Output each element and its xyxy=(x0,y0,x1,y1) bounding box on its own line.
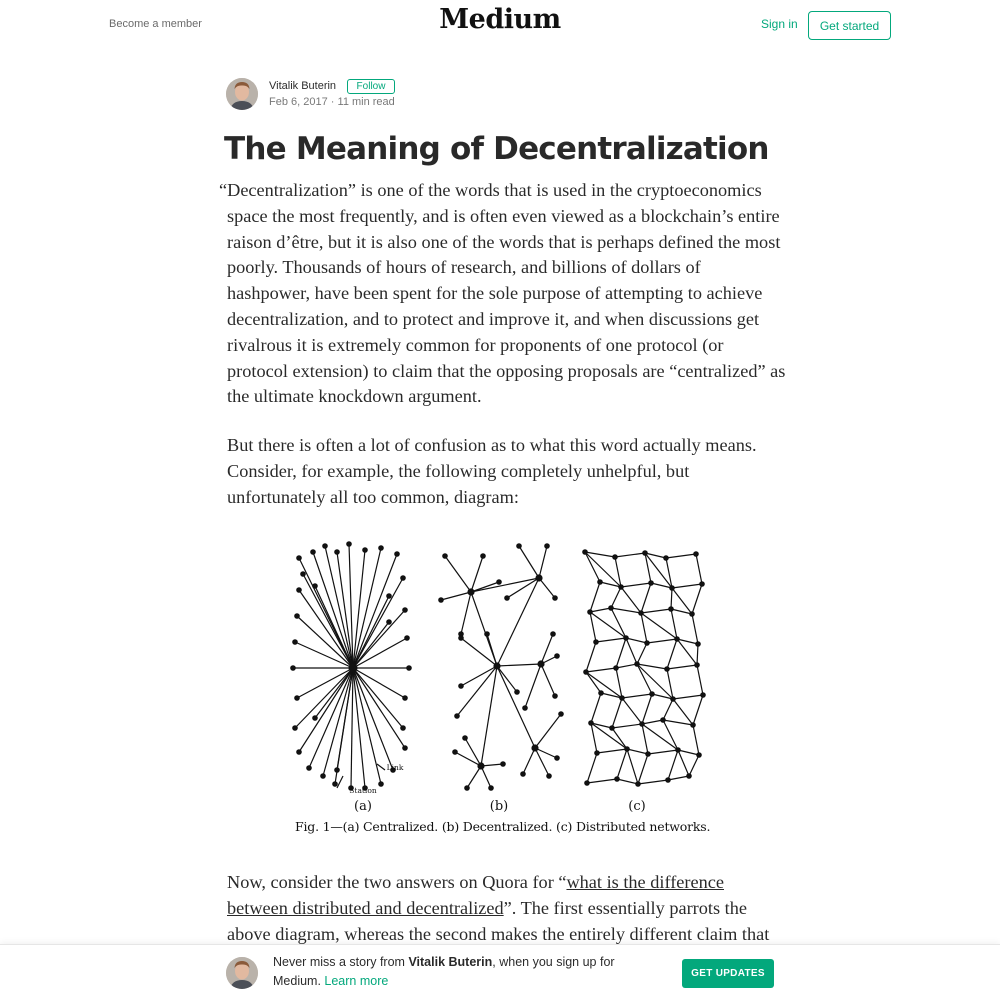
distributed-link xyxy=(693,695,703,725)
decentralized-link xyxy=(497,664,541,666)
distributed-node xyxy=(665,777,671,783)
network-diagram xyxy=(285,538,715,818)
distributed-node xyxy=(638,610,644,616)
distributed-link xyxy=(642,724,678,750)
decentralized-link xyxy=(471,556,483,592)
post-meta xyxy=(269,96,395,108)
centralized-node xyxy=(386,619,392,625)
distributed-node xyxy=(675,747,681,753)
distributed-link xyxy=(621,583,651,587)
centralized-link xyxy=(353,596,389,668)
centralized-link xyxy=(313,552,353,668)
decentralized-link xyxy=(445,556,471,592)
distributed-link xyxy=(671,609,677,639)
centralized-link xyxy=(297,668,353,698)
centralized-link xyxy=(299,668,353,752)
decentralized-node xyxy=(554,755,560,761)
decentralized-link xyxy=(535,748,549,776)
decentralized-node xyxy=(520,771,526,777)
distributed-link xyxy=(590,612,596,642)
distributed-link xyxy=(611,608,641,613)
decentralized-link xyxy=(519,546,539,578)
centralized-link xyxy=(351,668,353,788)
distributed-node xyxy=(693,551,699,557)
decentralized-link xyxy=(539,546,547,578)
decentralized-link xyxy=(467,766,481,788)
distributed-node xyxy=(598,690,604,696)
distributed-link xyxy=(672,584,702,588)
distributed-link xyxy=(642,694,652,724)
centralized-link xyxy=(353,668,393,770)
distributed-link xyxy=(638,780,668,784)
panel-label-a: (a) xyxy=(354,799,372,814)
distributed-link xyxy=(587,753,597,783)
distributed-node xyxy=(587,609,593,615)
centralized-hub-node xyxy=(349,664,358,673)
distributed-node xyxy=(619,695,625,701)
centralized-node xyxy=(292,725,298,731)
distributed-link xyxy=(642,724,648,754)
centralized-node xyxy=(312,583,318,589)
distributed-node xyxy=(689,611,695,617)
centralized-node xyxy=(386,593,392,599)
decentralized-node xyxy=(554,653,560,659)
sign-in-link[interactable]: Sign in xyxy=(761,17,798,31)
article-paragraph-1 xyxy=(219,178,787,410)
centralized-node xyxy=(294,695,300,701)
distributed-link xyxy=(615,553,645,557)
paragraph-3-text-start: Now, consider the two answers on Quora for “ xyxy=(227,872,567,892)
distributed-link xyxy=(617,779,638,784)
distributed-node xyxy=(660,717,666,723)
top-navbar xyxy=(0,0,1000,52)
distributed-link xyxy=(586,668,616,672)
distributed-node xyxy=(668,606,674,612)
centralized-node xyxy=(400,725,406,731)
centralized-node xyxy=(322,543,328,549)
distributed-link xyxy=(596,638,626,642)
meta-separator: · xyxy=(330,96,335,108)
centralized-node xyxy=(406,665,412,671)
distributed-node xyxy=(670,696,676,702)
distributed-link xyxy=(673,695,703,699)
distributed-link xyxy=(642,720,663,724)
distributed-link xyxy=(663,720,693,725)
decentralized-hub-node xyxy=(493,662,500,669)
distributed-node xyxy=(674,636,680,642)
distributed-link xyxy=(689,755,699,776)
distributed-link xyxy=(668,750,678,780)
distributed-node xyxy=(696,752,702,758)
decentralized-node xyxy=(480,553,486,559)
centralized-node xyxy=(378,545,384,551)
decentralized-node xyxy=(484,631,490,637)
decentralized-link xyxy=(525,664,541,708)
distributed-link xyxy=(622,694,652,698)
centralized-node xyxy=(402,745,408,751)
centralized-node xyxy=(402,607,408,613)
distributed-node xyxy=(623,635,629,641)
decentralized-node xyxy=(464,785,470,791)
decentralized-node xyxy=(552,595,558,601)
centralized-node xyxy=(402,695,408,701)
panel-label-c: (c) xyxy=(628,799,646,814)
distributed-link xyxy=(697,644,698,665)
centralized-node xyxy=(300,571,306,577)
distributed-node xyxy=(648,580,654,586)
centralized-node xyxy=(334,767,340,773)
distributed-node xyxy=(588,720,594,726)
distributed-link xyxy=(616,668,622,698)
article-title: The Meaning of Decentralization xyxy=(224,131,769,167)
decentralized-node xyxy=(514,689,520,695)
banner-text-start: Never miss a story from xyxy=(273,955,409,969)
decentralized-link xyxy=(535,748,557,758)
link-label: Link xyxy=(386,763,404,772)
distributed-link xyxy=(692,584,702,614)
post-date: Feb 6, 2017 xyxy=(269,96,328,108)
distributed-link xyxy=(617,749,627,779)
distributed-link xyxy=(697,665,703,695)
decentralized-link xyxy=(523,748,535,774)
distributed-link xyxy=(641,613,677,639)
distributed-node xyxy=(583,669,589,675)
centralized-node xyxy=(292,639,298,645)
centralized-node xyxy=(296,587,302,593)
distributed-link xyxy=(586,672,601,693)
distributed-node xyxy=(614,776,620,782)
distributed-link xyxy=(637,643,647,664)
decentralized-hub-node xyxy=(477,762,484,769)
distributed-link xyxy=(678,750,689,776)
get-updates-button[interactable]: GET UPDATES xyxy=(682,959,774,988)
decentralized-node xyxy=(500,761,506,767)
distributed-link xyxy=(627,749,638,784)
link-pointer xyxy=(377,764,385,770)
decentralized-link xyxy=(461,666,497,686)
decentralized-node xyxy=(458,635,464,641)
decentralized-node xyxy=(558,711,564,717)
distributed-link xyxy=(626,638,647,643)
decentralized-node xyxy=(504,595,510,601)
centralized-node xyxy=(400,575,406,581)
distributed-node xyxy=(642,550,648,556)
distributed-node xyxy=(639,721,645,727)
decentralized-node xyxy=(462,735,468,741)
centralized-node xyxy=(378,781,384,787)
distributed-node xyxy=(645,751,651,757)
decentralized-node xyxy=(496,579,502,585)
quora-link[interactable]: what is the difference between distributed and decentralized xyxy=(227,872,724,918)
distributed-node xyxy=(664,666,670,672)
distributed-node xyxy=(608,605,614,611)
distributed-link xyxy=(667,665,697,669)
distributed-node xyxy=(690,722,696,728)
decentralized-link xyxy=(497,666,535,748)
distributed-node xyxy=(700,692,706,698)
distributed-link xyxy=(626,638,637,664)
centralized-node xyxy=(394,551,400,557)
distributed-link xyxy=(641,583,651,613)
decentralized-link xyxy=(481,666,497,766)
centralized-link xyxy=(353,668,405,748)
decentralized-node xyxy=(458,683,464,689)
decentralized-link xyxy=(541,664,555,696)
paragraph-3-text-end: ”. The first essentially parrots the above diagram, whereas the second makes the entirely different claim that xyxy=(227,897,770,944)
distributed-link xyxy=(612,724,642,728)
avatar-portrait-icon xyxy=(226,78,258,110)
centralized-node xyxy=(404,635,410,641)
distributed-link xyxy=(590,612,626,638)
banner-author-name: Vitalik Buterin xyxy=(408,955,493,969)
distributed-link xyxy=(627,749,648,754)
decentralized-link xyxy=(441,592,471,600)
decentralized-hub-node xyxy=(535,574,542,581)
decentralized-hub-node xyxy=(467,588,474,595)
distributed-link xyxy=(641,613,647,643)
panel-label-b: (b) xyxy=(489,799,509,814)
centralized-link xyxy=(353,668,405,698)
distributed-node xyxy=(686,773,692,779)
distributed-link xyxy=(591,693,601,723)
distributed-node xyxy=(582,549,588,555)
distributed-node xyxy=(669,585,675,591)
centralized-node xyxy=(312,715,318,721)
distributed-link xyxy=(621,587,641,613)
distributed-node xyxy=(663,555,669,561)
centralized-link xyxy=(353,668,365,788)
decentralized-hub-node xyxy=(537,660,544,667)
decentralized-node xyxy=(488,785,494,791)
decentralized-hub-node xyxy=(531,744,538,751)
distributed-node xyxy=(612,554,618,560)
distributed-node xyxy=(594,750,600,756)
distributed-link xyxy=(611,608,626,638)
decentralized-node xyxy=(544,543,550,549)
signup-banner xyxy=(0,944,1000,1000)
banner-message xyxy=(273,953,653,991)
distributed-link xyxy=(693,725,699,755)
centralized-node xyxy=(306,765,312,771)
medium-logo[interactable]: Medium xyxy=(439,4,561,35)
centralized-node xyxy=(290,665,296,671)
distributed-link xyxy=(678,750,699,755)
distributed-link xyxy=(663,720,678,750)
get-started-button[interactable]: Get started xyxy=(808,11,891,40)
distributed-link xyxy=(616,638,626,668)
station-label: Station xyxy=(349,786,377,795)
figure-caption: Fig. 1—(a) Centralized. (b) Decentralized. (c) Distributed networks. xyxy=(295,819,711,834)
banner-text-end: , when you sign up for Medium. xyxy=(273,955,615,988)
centralized-node xyxy=(362,547,368,553)
distributed-node xyxy=(597,579,603,585)
distributed-link xyxy=(692,614,698,644)
distributed-link xyxy=(612,728,627,749)
distributed-link xyxy=(597,749,627,753)
decentralized-link xyxy=(539,578,555,598)
distributed-link xyxy=(591,723,597,753)
read-time: 11 min read xyxy=(337,96,395,108)
article-paragraph-3 xyxy=(227,870,787,947)
learn-more-link[interactable]: Learn more xyxy=(324,974,389,988)
distributed-node xyxy=(593,639,599,645)
distributed-node xyxy=(634,661,640,667)
distributed-node xyxy=(699,581,705,587)
distributed-link xyxy=(585,552,600,582)
centralized-node xyxy=(296,749,302,755)
distributed-node xyxy=(584,780,590,786)
decentralized-node xyxy=(438,597,444,603)
distributed-link xyxy=(696,554,702,584)
distributed-link xyxy=(622,698,642,724)
author-name-link[interactable]: Vitalik Buterin xyxy=(269,80,337,92)
distributed-link xyxy=(587,779,617,783)
distributed-node xyxy=(613,665,619,671)
distributed-node xyxy=(618,584,624,590)
centralized-node xyxy=(310,549,316,555)
become-member-link[interactable]: Become a member xyxy=(109,18,202,30)
banner-author-avatar[interactable] xyxy=(226,957,258,989)
distributed-link xyxy=(647,639,677,643)
article-paragraph-2: But there is often a lot of confusion as to what this word actually means. Consider, for example, the following completely unhelpful, but unfortunately all too common, diagram: xyxy=(227,435,757,507)
decentralized-node xyxy=(522,705,528,711)
distributed-link xyxy=(590,582,600,612)
decentralized-link xyxy=(481,766,491,788)
distributed-link xyxy=(666,554,696,558)
distributed-link xyxy=(586,642,596,672)
distributed-link xyxy=(638,754,648,784)
decentralized-node xyxy=(552,693,558,699)
decentralized-link xyxy=(487,634,497,666)
centralized-link xyxy=(303,574,353,668)
distributed-node xyxy=(624,746,630,752)
centralized-link xyxy=(353,610,405,668)
decentralized-node xyxy=(516,543,522,549)
decentralized-node xyxy=(442,553,448,559)
distributed-node xyxy=(695,641,701,647)
decentralized-link xyxy=(457,666,497,716)
centralized-node xyxy=(294,613,300,619)
distributed-link xyxy=(612,698,622,728)
author-avatar[interactable] xyxy=(226,78,258,110)
distributed-node xyxy=(644,640,650,646)
distributed-link xyxy=(590,608,611,612)
decentralized-node xyxy=(546,773,552,779)
decentralized-link xyxy=(535,714,561,748)
centralized-node xyxy=(346,541,352,547)
distributed-link xyxy=(668,776,689,780)
distributed-node xyxy=(694,662,700,668)
distributed-node xyxy=(635,781,641,787)
network-diagram-figure xyxy=(285,538,715,843)
distributed-link xyxy=(611,587,621,608)
distributed-link xyxy=(637,664,652,694)
decentralized-node xyxy=(454,713,460,719)
paragraph-1-text: “Decentralization” is one of the words that is used in the cryptoeconomics space the most frequently, and is often even viewed as a blockchain’s entire raison d’être, but it is also one of the words that is perhaps defined the most poorly. Thousands of hours of research, and billions of dollars of hashpower, have been spent for the sole purpose of attempting to achieve decentralization, and to protect and improve it, and when discussions get rivalrous it is extremely common for proponents of one protocol (or protocol extension) to claim that the opposing proposals are “centralized” as the ultimate knockdown argument. xyxy=(219,180,786,407)
decentralized-node xyxy=(452,749,458,755)
distributed-link xyxy=(616,664,637,668)
distributed-node xyxy=(649,691,655,697)
centralized-node xyxy=(332,781,338,787)
distributed-link xyxy=(641,609,671,613)
distributed-link xyxy=(663,699,673,720)
distributed-link xyxy=(648,750,678,754)
centralized-node xyxy=(334,549,340,555)
station-pointer xyxy=(337,776,343,788)
centralized-node xyxy=(320,773,326,779)
distributed-link xyxy=(667,639,677,669)
centralized-node xyxy=(296,555,302,561)
decentralized-link xyxy=(461,592,471,634)
distributed-node xyxy=(609,725,615,731)
decentralized-node xyxy=(550,631,556,637)
distributed-link xyxy=(671,588,672,609)
follow-button[interactable]: Follow xyxy=(347,79,395,94)
avatar-portrait-icon xyxy=(226,957,258,989)
distributed-link xyxy=(673,699,693,725)
